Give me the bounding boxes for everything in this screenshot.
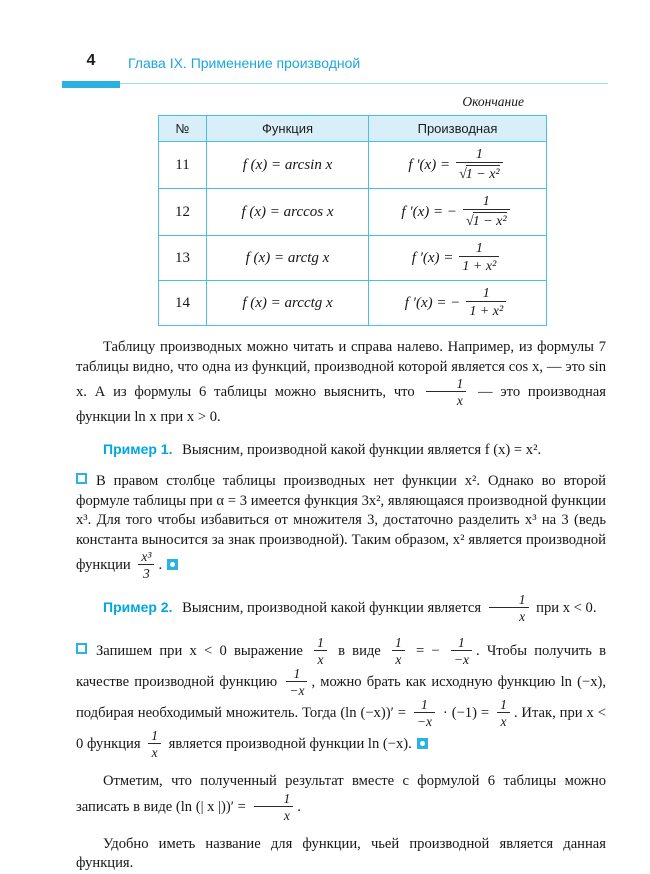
chapter-title: Глава IX. Применение производной: [128, 55, 361, 71]
fraction: [286, 667, 307, 698]
fraction-denominator: −x: [451, 650, 472, 667]
fraction-numerator: 1: [283, 790, 291, 806]
table-row: [159, 189, 547, 236]
function-formula: f (x) = arctg x: [207, 236, 369, 281]
note-paragraph: [76, 772, 606, 823]
text-segment: · (−1) =: [442, 704, 490, 721]
fraction: [414, 698, 435, 729]
fraction-numerator: 1: [475, 147, 483, 162]
fraction-numerator: 1: [456, 376, 464, 391]
row-number: 13: [159, 236, 207, 281]
fraction-denominator: x: [489, 607, 529, 624]
text-segment: Отметим, что полученный результат вместе с формулой 6 таблицы можно записать в виде (ln (| x |))′ =: [76, 773, 606, 815]
fraction-denominator: x: [314, 650, 327, 667]
fraction-numerator: 1: [293, 666, 301, 681]
solution-end-icon: [167, 559, 178, 570]
text-segment: . Итак, при x < 0 функция: [76, 704, 606, 752]
intro-paragraph: [76, 338, 606, 428]
fraction-denominator: −x: [286, 681, 307, 698]
fraction: [463, 194, 510, 230]
fraction: [497, 698, 510, 729]
example-1-solution: [76, 472, 606, 581]
table-header-row: [159, 116, 547, 142]
fraction-numerator: 1: [458, 635, 465, 650]
fraction-numerator: 1: [151, 728, 158, 743]
fraction-denominator: x: [497, 712, 510, 729]
fraction-denominator: 1 + x²: [459, 256, 499, 275]
text-segment: Таблицу производных можно читать и справа налево. Например, из формулы 7 таблицы видно, что одна из функций, производной которой является cos x, — это sin x. А из формулы 6 таблицы можно выяснить, что: [76, 339, 606, 400]
example-2-solution: [76, 636, 606, 760]
table-row: [159, 236, 547, 281]
header-rule: [62, 83, 608, 84]
text-segment: , можно брать как исходную функцию ln (−x), подбирая необходимый множитель. Тогда (ln (−x))′ =: [76, 673, 606, 721]
text-segment: в виде: [338, 642, 381, 659]
text-segment: . Чтобы получить в качестве производной функцию: [76, 642, 607, 690]
column-header-derivative: Производная: [369, 116, 547, 142]
fraction-numerator: 1: [421, 697, 428, 712]
derivative-expression: [405, 286, 510, 320]
text-segment: Выясним, производной какой функции является f (x) = x².: [182, 441, 542, 458]
fraction: [466, 286, 506, 320]
radicand: 1 − x²: [472, 214, 507, 229]
row-number: 12: [159, 189, 207, 236]
page-number-underline: [62, 81, 120, 88]
table-caption: Окончание: [462, 94, 524, 109]
row-number: 14: [159, 281, 207, 326]
text-segment: .: [297, 798, 301, 815]
fraction: [459, 241, 499, 275]
fraction-numerator: x³: [141, 549, 152, 564]
derivative-formula: [369, 189, 547, 236]
derivative-lhs: f ′(x) =: [408, 156, 451, 173]
table-row: [159, 142, 547, 189]
column-header-function: Функция: [207, 116, 369, 142]
text-segment: В правом столбце таблицы производных нет функции x². Однако во второй формуле таблицы при α = 3 имеется функция 3x², являющаяся производной функции x³. Для того чтобы избавиться от множителя 3, достаточно разделить x³ на 3 (ведь константа выносится за знак производной). Таким образом, x² является производной функции: [76, 473, 606, 573]
text-segment: является производной функции ln (−x).: [168, 735, 412, 752]
derivative-expression: [401, 194, 513, 230]
solution-end-icon: [417, 738, 428, 749]
radical-icon: √: [459, 167, 466, 182]
row-number: 11: [159, 142, 207, 189]
example-label: Пример 1.: [103, 440, 173, 457]
fraction-numerator: 1: [475, 241, 483, 256]
derivative-formula: [369, 236, 547, 281]
fraction-denominator: 1 + x²: [466, 301, 506, 320]
fraction-denominator: [463, 209, 510, 230]
fraction: [138, 550, 154, 581]
fraction: [314, 636, 327, 667]
fraction-denominator: x: [426, 391, 466, 408]
solution-start-icon: [76, 473, 87, 484]
radical-icon: √: [466, 214, 473, 229]
derivative-lhs: f ′(x) = −: [401, 203, 458, 220]
fraction-numerator: 1: [500, 697, 507, 712]
fraction: [456, 147, 503, 183]
function-formula: f (x) = arccos x: [207, 189, 369, 236]
fraction-numerator: 1: [317, 635, 324, 650]
page-number: 4: [86, 52, 96, 69]
fraction-denominator: 3: [138, 564, 154, 581]
fraction-denominator: x: [392, 650, 405, 667]
fraction-numerator: 1: [482, 286, 490, 301]
column-header-number: №: [159, 116, 207, 142]
solution-start-icon: [76, 643, 87, 654]
fraction: [254, 792, 294, 823]
fraction-numerator: 1: [482, 194, 490, 209]
table-row: [159, 281, 547, 326]
text-segment: Запишем при x < 0 выражение: [96, 642, 303, 659]
example-2-heading: [76, 593, 606, 624]
radicand: 1 − x²: [465, 167, 500, 182]
closing-paragraph: Удобно иметь название для функции, чьей производной является данная функция.: [76, 835, 606, 871]
text-segment: .: [158, 556, 163, 573]
fraction: [426, 377, 466, 408]
derivative-expression: [408, 147, 506, 183]
fraction: [489, 593, 529, 624]
function-formula: f (x) = arcctg x: [207, 281, 369, 326]
text-segment: Выясним, производной какой функции является: [182, 599, 482, 616]
derivatives-table: [158, 115, 547, 326]
example-label: Пример 2.: [103, 598, 173, 615]
example-1-heading: [76, 440, 606, 461]
function-formula: f (x) = arcsin x: [207, 142, 369, 189]
fraction-numerator: 1: [518, 592, 526, 607]
fraction: [148, 729, 161, 760]
fraction-denominator: x: [148, 743, 161, 760]
fraction-denominator: x: [254, 806, 294, 823]
fraction: [451, 636, 472, 667]
text-segment: — это производная функции ln x при x > 0.: [76, 383, 606, 425]
text-segment: = −: [415, 642, 440, 659]
text-segment: при x < 0.: [536, 599, 597, 616]
derivative-formula: [369, 142, 547, 189]
derivative-lhs: f ′(x) =: [411, 249, 454, 266]
page-header: [76, 52, 606, 76]
derivative-expression: [412, 241, 504, 275]
fraction-denominator: [456, 162, 503, 183]
fraction: [392, 636, 405, 667]
derivative-formula: [369, 281, 547, 326]
fraction-numerator: 1: [395, 635, 402, 650]
derivative-lhs: f ′(x) = −: [404, 294, 461, 311]
fraction-denominator: −x: [414, 712, 435, 729]
